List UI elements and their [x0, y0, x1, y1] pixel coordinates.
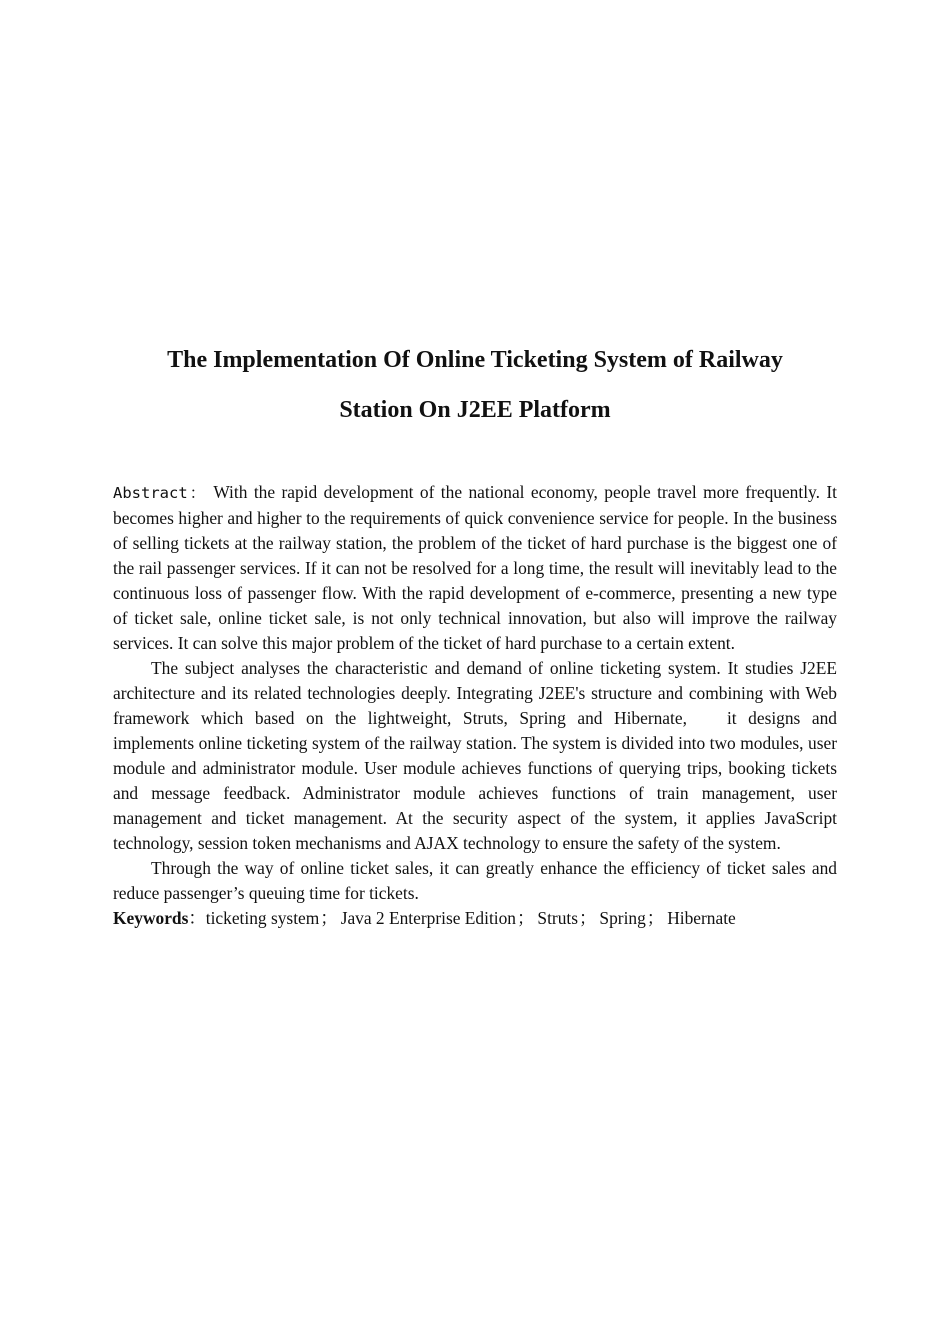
keyword-separator: ； — [579, 908, 597, 928]
abstract-paragraph-1-text: With the rapid development of the national economy, people travel more frequently. It becomes higher and higher to the requirements of quick convenience service for people. In the business of selling tickets at the railway station, the problem of the ticket of hard purchase is the biggest one of the rail passenger services. If it can not be resolved for a long time, the result will inevitably lead to the continuous loss of passenger flow. With the rapid development of e-commerce, presenting a new type of ticket sale, online ticket sale, is not only technical innovation, but also will improve the railway services. It can solve this major problem of the ticket of hard purchase to a certain extent. — [113, 482, 837, 653]
keyword-separator: ； — [517, 908, 535, 928]
keyword-item: Java 2 Enterprise Edition — [340, 908, 516, 928]
keywords-line — [113, 906, 837, 931]
keyword-separator: ； — [646, 908, 665, 928]
keyword-item: Spring — [599, 908, 646, 928]
paper-title — [113, 335, 837, 435]
keywords-label-separator: ： — [188, 908, 206, 928]
abstract-paragraph-2-end: it designs and implements online ticketing system of the railway station. The system is divided into two modules, user module and administrator module. User module achieves functions of querying trips, booking tickets and message feedback. Administrator module achieves functions of train management, user management and ticket management. At the security aspect of the system, it applies JavaScript technology, session token mechanisms and AJAX technology to ensure the safety of the system. — [113, 708, 837, 853]
abstract-section — [113, 480, 837, 931]
keyword-separator: ； — [320, 908, 338, 928]
keyword-item: Hibernate — [667, 908, 736, 928]
abstract-paragraph-1 — [113, 480, 837, 656]
abstract-paragraph-2 — [113, 656, 837, 856]
abstract-paragraph-3: Through the way of online ticket sales, it can greatly enhance the efficiency of ticket sales and reduce passenger’s queuing time for tickets. — [113, 858, 837, 903]
keyword-item: ticketing system — [205, 908, 320, 928]
keywords-label: Keywords — [113, 908, 189, 928]
title-line-2: Station On J2EE Platform — [339, 397, 611, 423]
title-line-1: The Implementation Of Online Ticketing System of Railway — [167, 347, 783, 373]
keyword-item: Struts — [537, 908, 578, 928]
abstract-label: Abstract： — [113, 484, 208, 502]
abstract-paragraph-2-start: The subject analyses the characteristic and demand of online ticketing system. It studies J2EE architecture and its related technologies deeply. Integrating J2EE's structure and combining with Web framework which based on the lightweight, Struts, Spring and Hibernate, — [113, 658, 837, 728]
